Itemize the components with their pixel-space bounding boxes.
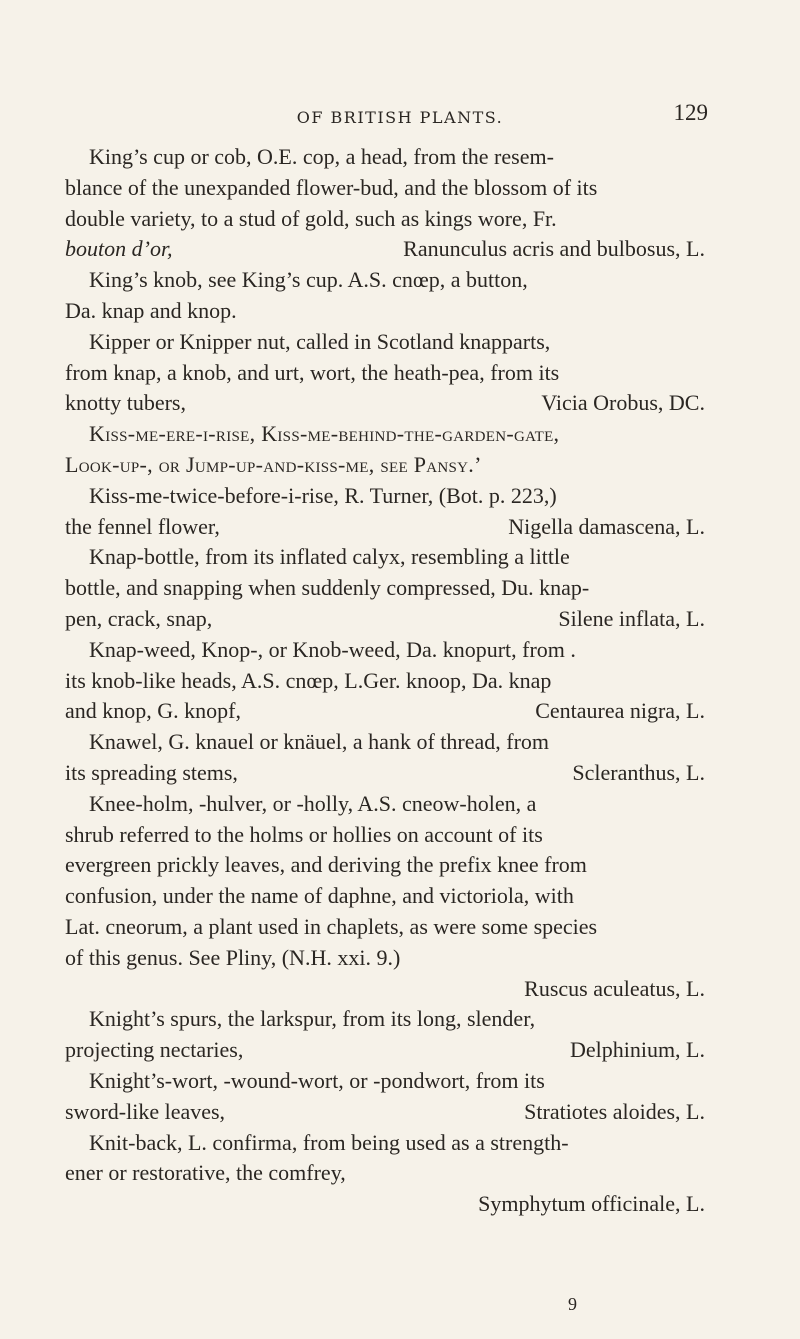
line-text: sword-like leaves, [65,1098,226,1124]
line-text: the fennel flower, [65,513,220,539]
text-line [65,604,705,635]
text-line: Knight’s-wort, -wound-wort, or -pondwort, from its [89,1067,545,1093]
latin-name: Ruscus aculeatus, L. [524,975,705,1001]
text-line [65,1097,705,1128]
glossary-text [65,142,705,1220]
text-line: of this genus. See Pliny, (N.H. xxi. 9.) [65,944,401,970]
text-line: its knob-like heads, A.S. cnœp, L.Ger. knoop, Da. knap [65,667,552,693]
text-line: King’s cup or cob, O.E. cop, a head, from the resem- [89,144,554,169]
line-text: projecting nectaries, [65,1037,244,1063]
page-number: 129 [673,100,708,125]
text-line [65,1189,705,1220]
text-line: shrub referred to the holms or hollies on account of its [65,821,543,847]
latin-name: Scleranthus, L. [572,759,705,785]
text-line [65,234,705,265]
text-line: Knap-bottle, from its inflated calyx, resembling a little [89,544,570,570]
text-line [65,512,705,543]
text-line: ener or restorative, the comfrey, [65,1160,346,1186]
latin-name: Centaurea nigra, L. [535,698,705,724]
text-line: Kipper or Knipper nut, called in Scotland knapparts, [89,328,551,354]
text-line: Da. knap and knop. [65,297,237,323]
latin-name: Symphytum officinale, L. [478,1191,705,1217]
latin-name: Silene inflata, L. [558,605,705,631]
text-line [65,1035,705,1066]
text-line: Knap-weed, Knop-, or Knob-weed, Da. knopurt, from . [89,636,576,662]
text-line: from knap, a knob, and urt, wort, the heath-pea, from its [65,359,560,385]
text-line [65,974,705,1005]
line-text: knotty tubers, [65,390,186,416]
text-line: bottle, and snapping when suddenly compressed, Du. knap- [65,575,590,601]
line-text: its spreading stems, [65,759,238,785]
signature-mark: 9 [568,1294,577,1314]
running-title: OF BRITISH PLANTS. [296,108,504,127]
text-line: Lat. cneorum, a plant used in chaplets, as were some species [65,913,598,939]
text-line [65,696,705,727]
latin-name: Ranunculus acris and bulbosus, L. [403,236,705,262]
text-line: Knawel, G. knauel or knäuel, a hank of thread, from [89,729,550,755]
line-text: and knop, G. knopf, [65,698,241,724]
text-line: blance of the unexpanded flower-bud, and the blossom of its [65,174,598,200]
text-line: King’s knob, see King’s cup. A.S. cnœp, a button, [89,267,528,293]
text-line: Knee-holm, -hulver, or -holly, A.S. cneow-holen, a [89,790,537,816]
text-line: double variety, to a stud of gold, such as kings wore, Fr. [65,205,557,231]
latin-name: Delphinium, L. [569,1037,705,1063]
text-line [65,758,705,789]
text-line: Knit-back, L. confirma, from being used as a strength- [89,1129,569,1155]
text-line [65,388,705,419]
text-line: confusion, under the name of daphne, and victoriola, with [65,883,574,909]
text-line: evergreen prickly leaves, and deriving the prefix knee from [65,852,587,878]
line-text: pen, crack, snap, [65,605,213,631]
text-line: Look-up-, or Jump-up-and-kiss-me, see Pansy.’ [65,451,482,477]
latin-name: Nigella damascena, L. [508,513,705,539]
text-line: Kiss-me-ere-i-rise, Kiss-me-behind-the-garden-gate, [89,421,560,447]
running-head [0,98,800,128]
latin-name: Vicia Orobus, DC. [541,390,705,416]
text-line: Kiss-me-twice-before-i-rise, R. Turner, (Bot. p. 223,) [89,482,557,508]
latin-name: Stratiotes aloides, L. [524,1098,705,1124]
text-line: Knight’s spurs, the larkspur, from its long, slender, [89,1006,536,1032]
line-text: bouton d’or, [65,236,173,262]
